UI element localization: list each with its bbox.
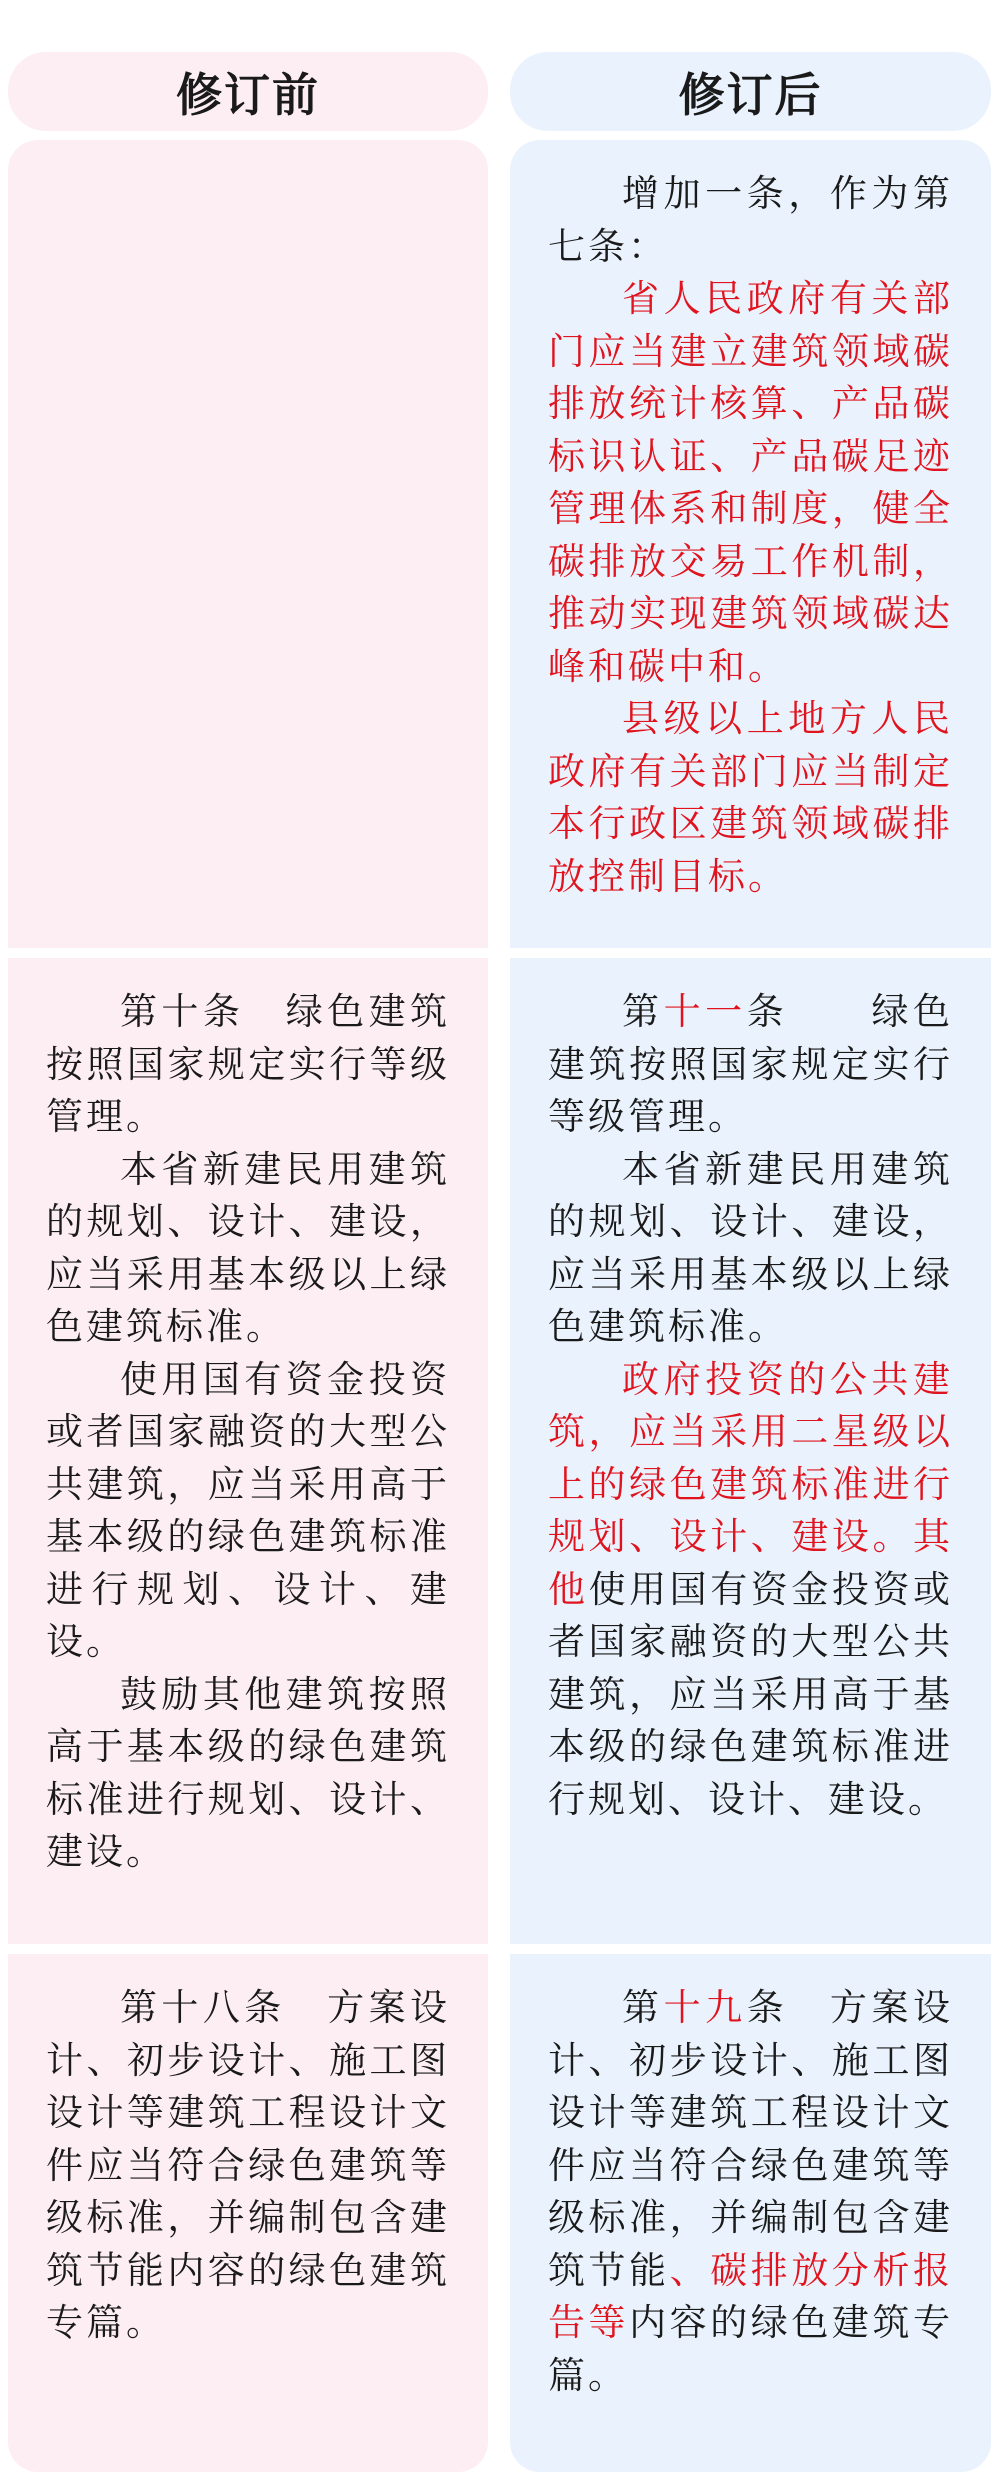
added-text: 十一: [663, 990, 747, 1033]
added-text: 十九: [663, 1986, 747, 2029]
added-text: 县级以上地方人民政府有关部门应当制定本行政区建筑领域碳排放控制目标。: [548, 697, 953, 898]
clause-paragraph: [548, 168, 953, 273]
clause-text: 鼓励其他建筑按照高于基本级的绿色建筑标准进行规划、设计、建设。: [46, 1672, 450, 1873]
clause-text: 内容的绿色建筑专篇。: [548, 2301, 954, 2397]
clause-text: 条 绿色建筑按照国家规定实行等级管理。: [548, 990, 954, 1138]
clause-paragraph: [548, 273, 953, 693]
clause-text: 第十八条 方案设计、初步设计、施工图设计等建筑工程设计文件应当符合绿色建筑等级标准，并编制包含建筑节能内容的绿色建筑专篇。: [46, 1986, 450, 2344]
clause-paragraph: [548, 1354, 953, 1827]
clause-paragraph: [548, 986, 953, 1144]
clause-text: 第: [622, 990, 664, 1033]
clause-paragraph: [46, 986, 450, 1144]
clause-text: 使用国有资金投资或者国家融资的大型公共建筑，应当采用高于基本级的绿色建筑标准进行规划、设计、建设。: [548, 1567, 954, 1821]
added-text: 、碳排放分析报告等: [548, 2248, 954, 2344]
clause-paragraph: [46, 1354, 450, 1669]
row-1-after-cell: [510, 140, 991, 948]
column-header-after: 修订后: [510, 52, 991, 131]
clause-text: 本省新建民用建筑的规划、设计、建设，应当采用基本级以上绿色建筑标准。: [548, 1147, 953, 1348]
row-1-before-cell: [8, 140, 488, 948]
clause-text: 本省新建民用建筑的规划、设计、建设，应当采用基本级以上绿色建筑标准。: [46, 1147, 450, 1348]
clause-paragraph: [548, 1144, 953, 1354]
row-2-after-cell: [510, 958, 991, 1944]
clause-paragraph: [548, 1982, 953, 2402]
row-3-before-cell: [8, 1954, 488, 2472]
clause-paragraph: [46, 1982, 450, 2350]
added-text: 政府投资的公共建筑，应当采用二星级以上的绿色建筑标准进行规划、设计、建设。其他: [548, 1357, 953, 1611]
clause-paragraph: [548, 693, 953, 903]
clause-text: 第: [622, 1986, 664, 2029]
clause-paragraph: [46, 1669, 450, 1879]
added-text: 省人民政府有关部门应当建立建筑领域碳排放统计核算、产品碳标识认证、产品碳足迹管理体系和制度，健全碳排放交易工作机制，推动实现建筑领域碳达峰和碳中和。: [548, 277, 953, 688]
clause-text: 增加一条，作为第七条：: [548, 172, 953, 268]
clause-paragraph: [46, 1144, 450, 1354]
clause-text: 使用国有资金投资或者国家融资的大型公共建筑，应当采用高于基本级的绿色建筑标准进行规划、设计、建设。: [46, 1357, 450, 1663]
column-header-before: 修订前: [8, 52, 488, 131]
row-2-before-cell: [8, 958, 488, 1944]
clause-text: 条 方案设计、初步设计、施工图设计等建筑工程设计文件应当符合绿色建筑等级标准，并编制包含建筑节能: [548, 1986, 954, 2292]
row-3-after-cell: [510, 1954, 991, 2472]
clause-text: 第十条 绿色建筑按照国家规定实行等级管理。: [46, 990, 450, 1138]
